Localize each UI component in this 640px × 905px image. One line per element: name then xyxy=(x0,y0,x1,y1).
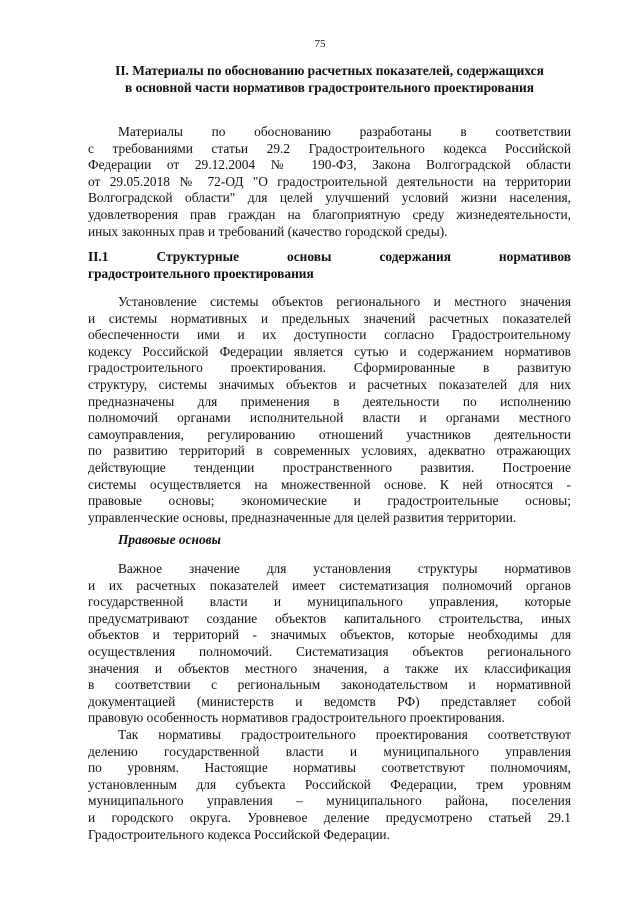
paragraph-line: Так нормативы градостроительного проектирования соответствуют xyxy=(118,727,571,742)
paragraph-government-levels xyxy=(88,727,571,843)
paragraph-line: и городского округа. Уровневое деление предусмотрено статьей 29.1 xyxy=(88,809,571,825)
section-title-line: в основной части нормативов градостроительного проектирования xyxy=(124,79,534,95)
paragraph-line: предусматривают создание объектов капитального строительства, иных xyxy=(88,610,571,626)
paragraph-line: предназначены для применения в деятельности по исполнению xyxy=(88,393,571,409)
italic-heading-text: Правовые основы xyxy=(118,532,221,547)
paragraph-line: правовые основы; экономические и градостроительные основы; xyxy=(88,493,571,509)
paragraph-line: Важное значение для установления структуры нормативов xyxy=(118,561,571,576)
paragraph-line: системы осуществляется на множественной основе. К ней относятся - xyxy=(88,476,571,492)
paragraph-line: обеспеченности ими и их доступности согласно Градостроительному xyxy=(88,327,571,343)
paragraph-line: государственной власти и муниципального управления, которые xyxy=(88,594,571,610)
paragraph-line: иных законных прав и требований (качество городской среды). xyxy=(88,223,448,239)
paragraph-line: Градостроительного кодекса Российской Федерации. xyxy=(88,826,390,842)
paragraph-line: осуществления полномочий. Систематизация объектов регионального xyxy=(88,643,571,659)
paragraph-line: объектов и территорий - значимых объектов, которые необходимы для xyxy=(88,627,571,643)
section-title-line: II. Материалы по обоснованию расчетных показателей, содержащихся xyxy=(115,63,544,78)
paragraph-line: установленным для субъекта Российской Федерации, трем уровням xyxy=(88,776,571,792)
paragraph-line: с требованиями статьи 29.2 Градостроительного кодекса Российской xyxy=(88,140,571,156)
subsection-title-line: градостроительного проектирования xyxy=(88,265,314,281)
paragraph-structural-basis xyxy=(88,294,571,526)
paragraph-line: от 29.05.2018 № 72-ОД "О градостроительной деятельности на территории xyxy=(88,173,571,189)
subsection-title xyxy=(88,249,571,282)
paragraph-legal-basis xyxy=(88,124,571,240)
paragraph-line: делению государственной власти и муниципального управления xyxy=(88,743,571,759)
paragraph-line: самоуправления, регулированию отношений участников деятельности xyxy=(88,426,571,442)
paragraph-line: полномочий органами исполнительной власти и органами местного xyxy=(88,410,571,426)
paragraph-line: по развитию территорий в современных условиях, адекватно отражающих xyxy=(88,443,571,459)
paragraph-line: по уровням. Настоящие нормативы соответствуют полномочиям, xyxy=(88,760,571,776)
paragraph-line: Волгоградской области" для целей улучшений условий жизни населения, xyxy=(88,190,571,206)
section-title xyxy=(88,63,571,96)
paragraph-line: документацией (министерств и ведомств РФ) представляет собой xyxy=(88,693,571,709)
paragraph-legal-foundations xyxy=(88,561,571,727)
subsection-title-line: II.1 Структурные основы содержания нормативов xyxy=(88,249,571,264)
paragraph-line: кодексу Российской Федерации является сутью и содержанием нормативов xyxy=(88,343,571,359)
paragraph-line: структуру, системы значимых объектов и расчетных показателей для них xyxy=(88,376,571,392)
paragraph-line: градостроительного проектирования. Сформированные в развитую xyxy=(88,360,571,376)
paragraph-line: действующие тенденции пространственного развития. Построение xyxy=(88,459,571,475)
paragraph-line: значения и объектов местного значения, а также их классификация xyxy=(88,660,571,676)
page-number: 75 xyxy=(314,38,326,50)
paragraph-line: и системы нормативных и предельных значений расчетных показателей xyxy=(88,310,571,326)
paragraph-line: Федерации от 29.12.2004 № 190-ФЗ, Закона Волгоградской области xyxy=(88,157,571,173)
italic-heading xyxy=(88,532,571,549)
paragraph-line: правовую особенность нормативов градостроительного проектирования. xyxy=(88,710,505,726)
paragraph-line: и их расчетных показателей имеет систематизация полномочий органов xyxy=(88,577,571,593)
paragraph-line: Установление системы объектов регионального и местного значения xyxy=(118,294,571,309)
paragraph-line: удовлетворения прав граждан на благоприятную среду жизнедеятельности, xyxy=(88,206,571,222)
paragraph-line: в соответствии с региональным законодательством и нормативной xyxy=(88,677,571,693)
paragraph-line: муниципального управления – муниципального района, поселения xyxy=(88,793,571,809)
paragraph-line: Материалы по обоснованию разработаны в соответствии xyxy=(118,124,571,139)
paragraph-line: управленческие основы, предназначенные для целей развития территории. xyxy=(88,509,517,525)
